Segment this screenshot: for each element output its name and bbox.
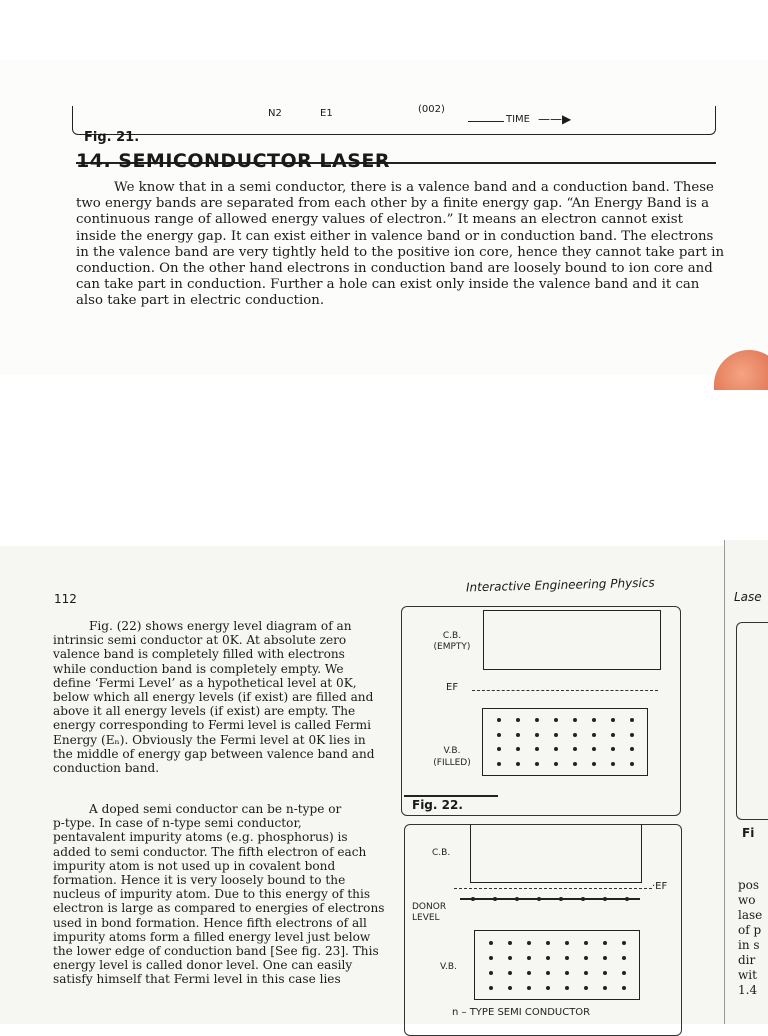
page-number: 112	[54, 592, 77, 606]
paragraph-line: conduction band.	[53, 761, 160, 776]
n-type-conduction-band	[470, 824, 642, 883]
paragraph-line: added to semi conductor. The fifth electron of each	[53, 844, 367, 859]
paragraph-line: define ‘Fermi Level’ as a hypothetical level at 0K,	[53, 675, 357, 690]
axis-label-e1: E1	[320, 108, 333, 119]
right-page-figure-frame	[736, 622, 768, 820]
right-page-text	[738, 878, 762, 998]
paragraph-line: conduction. On the other hand electrons in conduction band are loosely bound to ion core and	[76, 261, 713, 277]
paragraph-line: impurity atoms form a filled energy level just below	[53, 929, 371, 944]
donor-label: DONOR	[412, 902, 447, 912]
paragraph-line: the middle of energy gap between valence band and	[53, 746, 375, 761]
paragraph-line: We know that in a semi conductor, there is a valence band and a conduction band. These	[114, 180, 714, 195]
paragraph-line: Fig. (22) shows energy level diagram of an	[89, 619, 352, 633]
text-fragment: pos	[738, 878, 760, 892]
right-page-fig-caption: Fi	[742, 826, 755, 840]
vb-label: V.B.	[443, 746, 461, 756]
text-fragment: wo	[738, 893, 756, 907]
paragraph-line: electron is large as compared to energies of electrons	[53, 901, 385, 916]
fig22-caption-rule	[404, 795, 498, 797]
valence-band-filled	[482, 708, 648, 776]
figure-21-caption: Fig. 21.	[84, 130, 140, 145]
axis-label-002: (002)	[418, 104, 445, 115]
time-arrow-icon: ——▶	[538, 112, 572, 126]
paragraph-line: two energy bands are separated from each other by a finite energy gap. “An Energy Band is a	[76, 196, 709, 212]
paragraph-line: satisfy himself that Fermi level in this case lies	[53, 972, 341, 987]
section-heading: 14. SEMICONDUCTOR LASER	[76, 150, 391, 172]
n-type-cb-label: C.B.	[432, 848, 451, 858]
time-arrow-line-left	[468, 121, 504, 122]
axis-label-time: TIME	[506, 114, 531, 125]
text-fragment: wit	[738, 968, 757, 982]
doping-paragraph	[53, 802, 393, 987]
paragraph-line: Energy (Eₙ). Obviously the Fermi level at 0K lies in	[53, 732, 366, 747]
vb-filled-label: (FILLED)	[433, 758, 471, 768]
paragraph-line: energy level is called donor level. One can easily	[53, 958, 353, 973]
paragraph-line: energy corresponding to Fermi level is called Fermi	[53, 718, 372, 733]
paragraph-line: intrinsic semi conductor at 0K. At absolute zero	[53, 633, 347, 648]
right-page-header: Lase	[734, 590, 762, 604]
paragraph-line: in the valence band are very tightly held to the positive ion core, hence they cannot take part in	[76, 244, 725, 260]
fermi-level-line	[472, 690, 658, 691]
paragraph-line: also take part in electric conduction.	[76, 293, 325, 309]
paragraph-line: nucleus of impurity atom. Due to this energy of this	[53, 887, 371, 902]
paragraph-line: used in bond formation. Hence fifth electrons of all	[53, 915, 367, 930]
paragraph-line: above it all energy levels (if exist) are empty. The	[53, 704, 356, 719]
axis-label-n2: N2	[268, 108, 282, 119]
text-fragment: dir	[738, 953, 756, 967]
paragraph-line: impurity atom is not used up in covalent bond	[53, 858, 336, 873]
paragraph-line: below which all energy levels (if exist) are filled and	[53, 690, 374, 705]
fermi-level-label: EF	[446, 682, 459, 693]
n-type-valence-band	[474, 930, 640, 1000]
donor-level-dots	[462, 896, 638, 902]
paragraph-line: formation. Hence it is very loosely bound to the	[53, 873, 346, 888]
cb-label: C.B.	[442, 631, 462, 641]
text-fragment: lase	[738, 908, 763, 922]
donor-level-label: LEVEL	[412, 913, 440, 923]
paragraph-line: p-type. In case of n-type semi conductor,	[53, 816, 302, 831]
running-head: Interactive Engineering Physics	[465, 575, 655, 595]
n-type-fermi-line	[454, 888, 652, 889]
fermi-paragraph	[53, 619, 393, 775]
text-fragment: of p	[738, 923, 762, 937]
figure-22-caption: Fig. 22.	[412, 798, 463, 812]
n-type-fermi-label: ·EF	[652, 881, 668, 892]
text-fragment: 1.4	[738, 983, 758, 997]
paragraph-line: can take part in conduction. Further a hole can exist only inside the valence band and it can	[76, 277, 700, 293]
paragraph-line: pentavalent impurity atoms (e.g. phosphorus) is	[53, 830, 348, 845]
cb-empty-label: (EMPTY)	[433, 642, 471, 652]
n-type-vb-label: V.B.	[440, 962, 457, 972]
paragraph-line: the lower edge of conduction band [See fig. 23]. This	[53, 944, 379, 959]
paragraph-line: while conduction band is completely empty. We	[53, 661, 344, 676]
conduction-band-empty	[483, 610, 661, 670]
intro-paragraph	[76, 180, 725, 310]
text-fragment: in s	[738, 938, 760, 952]
paragraph-line: A doped semi conductor can be n-type or	[89, 802, 342, 816]
paragraph-line: valence band is completely filled with electrons	[53, 647, 345, 662]
n-type-caption: n – TYPE SEMI CONDUCTOR	[452, 1007, 591, 1018]
figure-21-frame	[72, 106, 716, 135]
paragraph-line: inside the energy gap. It can exist either in valence band or in conduction band. The electrons	[76, 228, 714, 244]
paragraph-line: continuous range of allowed energy values of electron.” It means an electron cannot exist	[76, 212, 683, 228]
